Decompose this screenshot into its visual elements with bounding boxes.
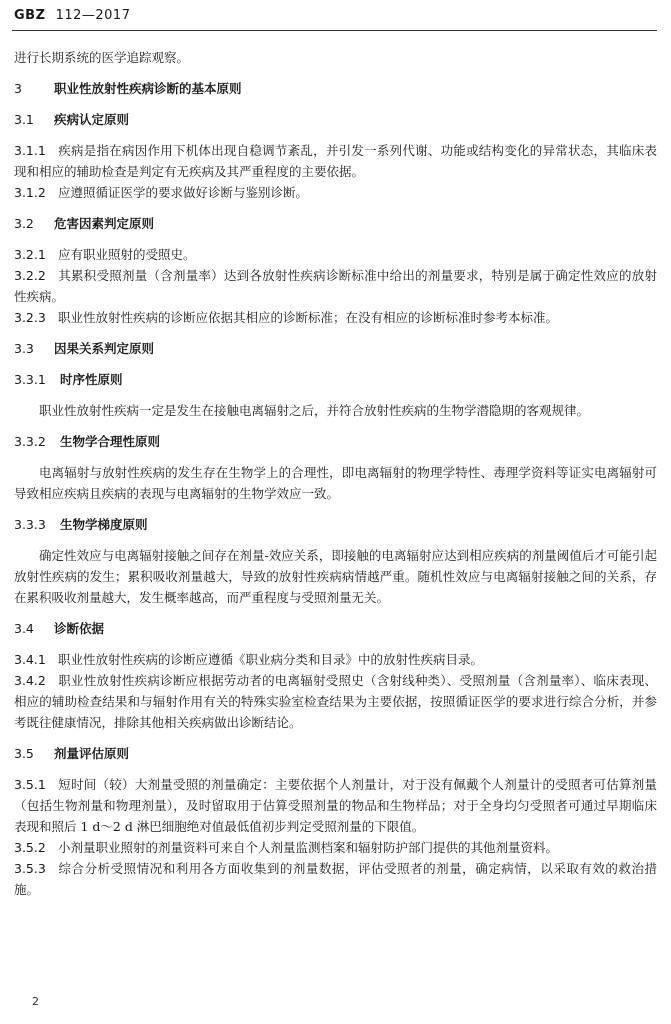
spacer xyxy=(14,234,657,244)
spacer xyxy=(14,203,657,213)
spacer xyxy=(14,130,657,140)
clause xyxy=(14,858,657,900)
clause-text: 短时间（较）大剂量受照的剂量确定：主要依据个人剂量计，对于没有佩戴个人剂量计的受照者可估算剂量（包括生物剂量和物理剂量），及时留取用于估算受照剂量的物品和生物样品；对于全身均匀受照者可通过早期临床表现和照后 1 d～2 d 淋巴细胞绝对值最低值初步判定受照剂量的下限值。 xyxy=(14,777,657,834)
clause xyxy=(14,182,657,203)
section-number: 3.2 xyxy=(14,216,34,231)
standard-header xyxy=(14,8,130,23)
clause-number: 3.4.2 xyxy=(14,673,46,688)
section-heading xyxy=(14,369,657,390)
clause-number: 3.2.3 xyxy=(14,310,46,325)
clause-text: 应遵照循证医学的要求做好诊断与鉴别诊断。 xyxy=(58,185,309,200)
spacer xyxy=(14,328,657,338)
section-title: 疾病认定原则 xyxy=(54,112,130,127)
section-number: 3.3 xyxy=(14,341,34,356)
clause-text: 职业性放射性疾病诊断应根据劳动者的电离辐射受照史（含射线种类）、受照剂量（含剂量率）、临床表现、相应的辅助检查结果和与辐射作用有关的特殊实验室检查结果为主要依据，按照循证医学的要求进行综合分析，并参考既往健康情况，排除其他相关疾病做出诊断结论。 xyxy=(14,673,657,730)
section-title: 诊断依据 xyxy=(54,621,105,636)
clause-number: 3.2.2 xyxy=(14,268,46,283)
section-number: 3.5 xyxy=(14,746,34,761)
section-number: 3.1 xyxy=(14,112,34,127)
section-heading xyxy=(14,109,657,130)
standard-code: GBZ xyxy=(14,8,46,23)
section-title: 因果关系判定原则 xyxy=(54,341,155,356)
clause-number: 3.1.2 xyxy=(14,185,46,200)
spacer xyxy=(14,359,657,369)
section-heading xyxy=(14,338,657,359)
section-heading xyxy=(14,514,657,535)
standard-number: 112—2017 xyxy=(55,8,131,23)
clause xyxy=(14,265,657,307)
clause-text: 疾病是指在病因作用下机体出现自稳调节紊乱，并引发一系列代谢、功能或结构变化的异常状态，其临床表现和相应的辅助检查是判定有无疾病及其严重程度的主要依据。 xyxy=(14,143,657,179)
section-title: 危害因素判定原则 xyxy=(54,216,155,231)
clause-number: 3.5.1 xyxy=(14,777,46,792)
body-paragraph: 电离辐射与放射性疾病的发生存在生物学上的合理性，即电离辐射的物理学特性、毒理学资料等证实电离辐射可导致相应疾病且疾病的表现与电离辐射的生物学效应一致。 xyxy=(14,465,657,501)
section-heading xyxy=(14,213,657,234)
spacer xyxy=(14,99,657,109)
spacer xyxy=(14,764,657,774)
clause-number: 3.5.3 xyxy=(14,861,46,876)
clause-text: 其累积受照剂量（含剂量率）达到各放射性疾病诊断标准中给出的剂量要求，特别是属于确定性效应的放射性疾病。 xyxy=(14,268,657,304)
spacer xyxy=(14,68,657,78)
section-number: 3.3.1 xyxy=(14,372,46,387)
clause-text: 职业性放射性疾病的诊断应遵循《职业病分类和目录》中的放射性疾病目录。 xyxy=(58,652,484,667)
spacer xyxy=(14,452,657,462)
section-title: 生物学梯度原则 xyxy=(60,517,148,532)
clause-text: 小剂量职业照射的剂量资料可来自个人剂量监测档案和辐射防护部门提供的其他剂量资料。 xyxy=(58,840,559,855)
clause-text: 应有职业照射的受照史。 xyxy=(58,247,196,262)
clause-text: 职业性放射性疾病的诊断应依据其相应的诊断标准；在没有相应的诊断标准时参考本标准。 xyxy=(58,310,559,325)
section-title: 剂量评估原则 xyxy=(54,746,130,761)
spacer xyxy=(14,421,657,431)
section-title: 时序性原则 xyxy=(60,372,123,387)
body-paragraph: 进行长期系统的医学追踪观察。 xyxy=(14,50,190,65)
clause xyxy=(14,140,657,182)
spacer xyxy=(14,639,657,649)
body-paragraph: 职业性放射性疾病一定是发生在接触电离辐射之后，并符合放射性疾病的生物学潜隐期的客观规律。 xyxy=(39,403,590,418)
section-title: 职业性放射性疾病诊断的基本原则 xyxy=(54,81,242,96)
section-heading xyxy=(14,618,657,639)
document-body xyxy=(14,47,657,900)
clause-number: 3.1.1 xyxy=(14,143,46,158)
clause-number: 3.5.2 xyxy=(14,840,46,855)
section-number: 3.4 xyxy=(14,621,34,636)
spacer xyxy=(14,390,657,400)
spacer xyxy=(14,535,657,545)
header-rule xyxy=(12,30,657,31)
clause-number: 3.2.1 xyxy=(14,247,46,262)
section-number: 3 xyxy=(14,81,22,96)
section-number: 3.3.2 xyxy=(14,434,46,449)
clause xyxy=(14,774,657,837)
clause xyxy=(14,649,657,670)
section-heading xyxy=(14,431,657,452)
section-heading xyxy=(14,743,657,764)
section-title: 生物学合理性原则 xyxy=(60,434,161,449)
clause xyxy=(14,307,657,328)
spacer xyxy=(14,608,657,618)
clause-text: 综合分析受照情况和利用各方面收集到的剂量数据，评估受照者的剂量，确定病情，以采取有效的救治措施。 xyxy=(14,861,657,897)
clause xyxy=(14,837,657,858)
clause-number: 3.4.1 xyxy=(14,652,46,667)
section-number: 3.3.3 xyxy=(14,517,46,532)
body-paragraph: 确定性效应与电离辐射接触之间存在剂量-效应关系，即接触的电离辐射应达到相应疾病的剂量阈值后才可能引起放射性疾病的发生；累积吸收剂量越大，导致的放射性疾病病情越严重。随机性效应与电离辐射接触之间的关系，存在累积吸收剂量越大，发生概率越高，而严重程度与受照剂量无关。 xyxy=(14,548,657,605)
section-heading xyxy=(14,78,657,99)
clause xyxy=(14,670,657,733)
spacer xyxy=(14,504,657,514)
spacer xyxy=(14,733,657,743)
page-number: 2 xyxy=(32,995,39,1008)
clause xyxy=(14,244,657,265)
